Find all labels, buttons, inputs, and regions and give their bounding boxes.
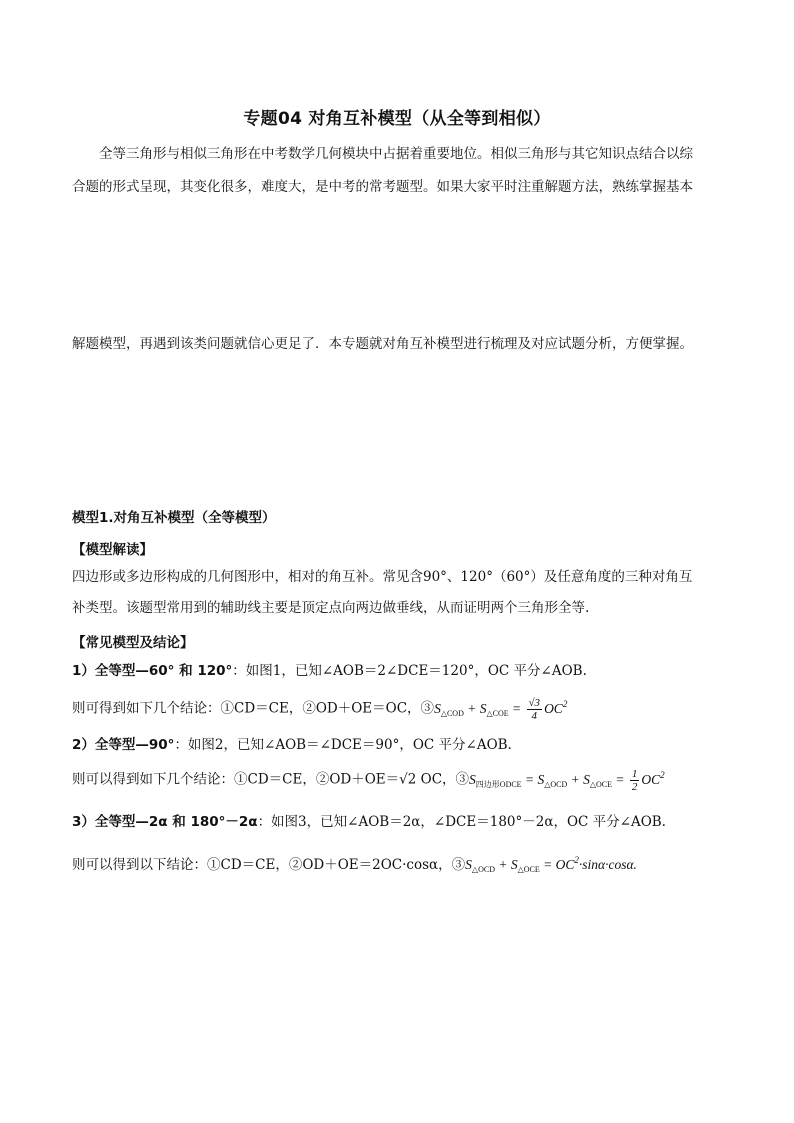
case3-result	[72, 855, 637, 877]
case3-formula: $S_{\triangle OCD} + S_{\triangle OCE} = OC^2\cdot\sin\alpha\cdot\cos\alpha$.	[465, 855, 637, 874]
page-title: 专题04 对角互补模型（从全等到相似）	[243, 109, 551, 129]
reading-line-2: 补类型。该题型常用到的辅助线主要是顶定点向两边做垂线，从而证明两个三角形全等.	[72, 600, 590, 616]
case2-text: ：如图2，已知∠AOB＝∠DCE＝90°，OC 平分∠AOB.	[174, 737, 512, 753]
case1-result-prefix: 则可得到如下几个结论：①CD＝CE，②OD＋OE＝OC，③	[72, 700, 435, 717]
case2-statement	[72, 735, 512, 755]
case3-text: ：如图3，已知∠AOB＝2α，∠DCE＝180°－2α，OC 平分∠AOB.	[257, 814, 666, 830]
case3-head: 3）全等型—2α 和 180°－2α	[72, 814, 258, 830]
case2-result-prefix: 则可以得到如下几个结论：①CD＝CE，②OD＋OE＝	[72, 771, 400, 788]
case2-head: 2）全等型—90°	[72, 737, 175, 753]
conclusions-label: 【常见模型及结论】	[72, 635, 194, 651]
case3-statement	[72, 812, 666, 832]
reading-line-1: 四边形或多边形构成的几何图形中，相对的角互补。常见含90°、120°（60°）及任意角度的三种对角互	[72, 569, 693, 585]
case1-statement	[72, 661, 587, 681]
intro-line-2: 合题的形式呈现，其变化很多，难度大，是中考的常考题型。如果大家平时注重解题方法，熟练掌握基本	[72, 179, 693, 195]
case1-formula: $S_{\triangle COD} + S_{\triangle COE}$ = $\frac{√3}{4}$ $OC^2$	[434, 697, 568, 722]
case1-text: ：如图1，已知∠AOB＝2∠DCE＝120°，OC 平分∠AOB.	[232, 663, 587, 679]
case3-result-prefix: 则可以得到以下结论：①CD＝CE，②OD＋OE＝2OC·cosα，③	[72, 857, 466, 873]
case2-formula: $S_{四边形ODCE} = S_{\triangle OCD} + S_{\triangle OCE}$ = $\frac{1}{2}$ $OC^2$	[469, 768, 665, 793]
model-reading-label: 【模型解读】	[72, 542, 153, 558]
model1-heading: 模型1.对角互补模型（全等模型）	[72, 510, 276, 526]
intro-line-3: 解题模型，再遇到该类问题就信心更足了．本专题就对角互补模型进行梳理及对应试题分析，方便掌握。	[72, 336, 693, 352]
case2-result	[72, 768, 665, 793]
case1-head: 1）全等型—60° 和 120°	[72, 663, 233, 679]
case1-result	[72, 697, 567, 722]
case2-result-mid: √2 OC，③	[399, 771, 470, 788]
intro-line-1: 全等三角形与相似三角形在中考数学几何模块中占据着重要地位。相似三角形与其它知识点结合以综	[99, 146, 693, 162]
